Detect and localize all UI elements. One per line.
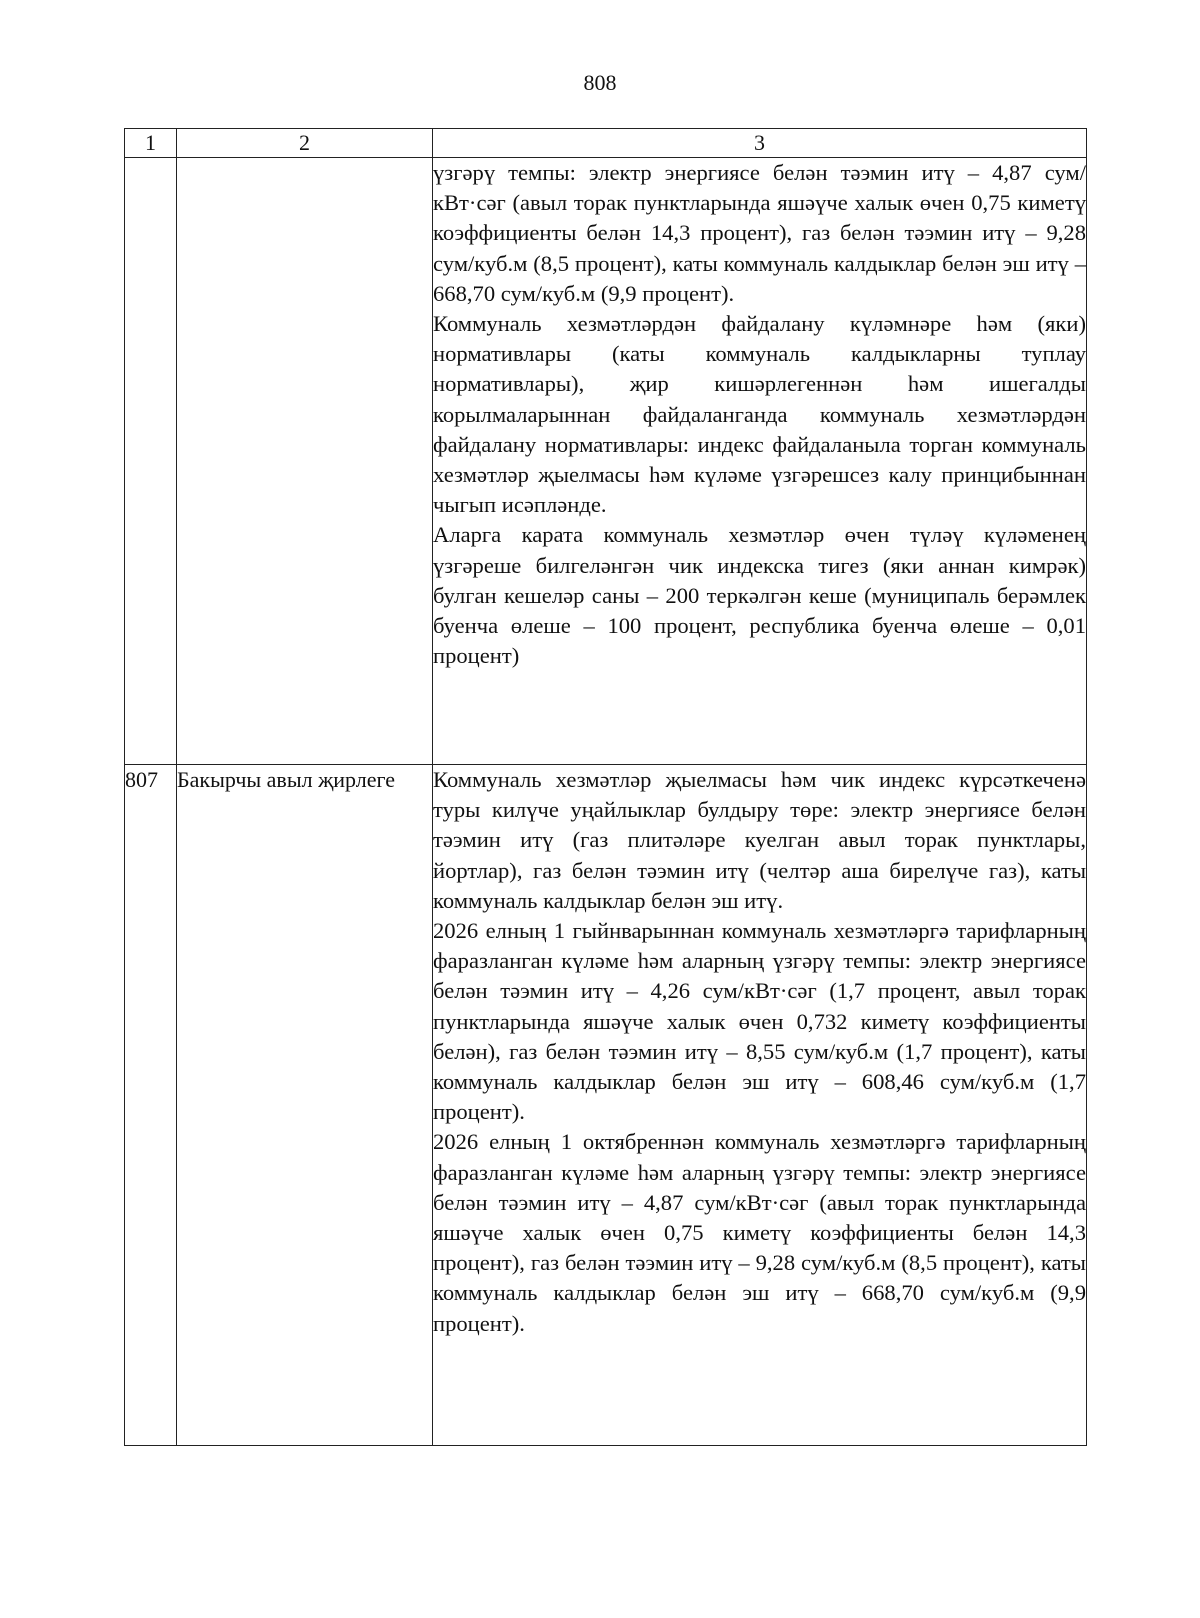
row-number — [125, 158, 177, 765]
row-place — [177, 158, 433, 765]
paragraph: 2026 елның 1 октябреннән коммуналь хезмәтләргә тарифларның фаразланган күләме һәм аларның үзгәрү темпы: электр энергиясе белән тәэмин итү – 4,87 сум/кВт·сәг (авыл торак пунктларында яшәүче халык өчен 0,75 киметү коэффициенты белән 14,3 процент), газ белән тәэмин итү – 9,28 сум/куб.м (8,5 процент), каты коммуналь калдыклар белән эш итү – 668,70 сум/куб.м (9,9 процент). — [433, 1129, 1086, 1336]
table-header-row — [125, 129, 1087, 158]
row-place: Бакырчы авыл җирлеге — [177, 765, 433, 1446]
row-description — [433, 158, 1087, 765]
table-row-807 — [125, 765, 1087, 1446]
table-row-continuation — [125, 158, 1087, 765]
header-col-3: 3 — [433, 129, 1087, 158]
paragraph: Коммуналь хезмәтләр җыелмасы һәм чик индекс күрсәткеченә туры килүче уңайлыклар булдыру төре: электр энергиясе белән тәэмин итү (газ плитәләре куелган авыл торак пунктлары, йортлар), газ белән тәэмин итү (челтәр аша бирелүче газ), каты коммуналь калдыклар белән эш итү. — [433, 767, 1086, 913]
header-col-1: 1 — [125, 129, 177, 158]
tariff-table — [124, 128, 1087, 1446]
row-number: 807 — [125, 765, 177, 1446]
header-col-2: 2 — [177, 129, 433, 158]
paragraph: Коммуналь хезмәтләрдән файдалану күләмнәре һәм (яки) нормативлары (каты коммуналь калдыкларны туплау нормативлары), җир кишәрлегеннән һәм ишегалды корылмаларыннан файдаланганда коммуналь хезмәтләрдән файдалану нормативлары: индекс файдаланыла торган коммуналь хезмәтләр җыелмасы һәм күләме үзгәрешсез калу принцибыннан чыгып исәпләнде. — [433, 311, 1086, 518]
paragraph: үзгәрү темпы: электр энергиясе белән тәэмин итү – 4,87 сум/кВт·сәг (авыл торак пунктларында яшәүче халык өчен 0,75 киметү коэффициенты белән 14,3 процент), газ белән тәэмин итү – 9,28 сум/куб.м (8,5 процент), каты коммуналь калдыклар белән эш итү – 668,70 сум/куб.м (9,9 процент). — [433, 160, 1086, 306]
row-description — [433, 765, 1087, 1446]
page-number: 808 — [583, 70, 617, 95]
paragraph: Аларга карата коммуналь хезмәтләр өчен түләү күләменең үзгәреше билгеләнгән чик индекска тигез (яки аннан кимрәк) булган кешеләр саны – 200 теркәлгән кеше (муниципаль берәмлек буенча өлеше – 100 процент, республика буенча өлеше – 0,01 процент) — [433, 522, 1086, 669]
paragraph: 2026 елның 1 гыйнварыннан коммуналь хезмәтләргә тарифларның фаразланган күләме һәм аларның үзгәрү темпы: электр энергиясе белән тәэмин итү – 4,26 сум/кВт·сәг (1,7 процент, авыл торак пунктларында яшәүче халык өчен 0,732 киметү коэффициенты белән), газ белән тәэмин итү – 8,55 сум/куб.м (1,7 процент), каты коммуналь калдыклар белән эш итү – 608,46 сум/куб.м (1,7 процент). — [433, 918, 1086, 1125]
